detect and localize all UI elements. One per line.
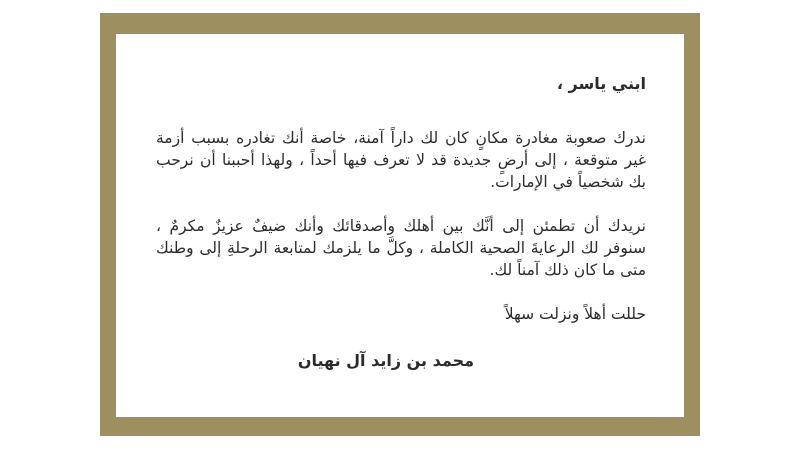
letter-signature: محمد بن زايد آل نهيان [297,351,474,370]
letter-frame [100,13,700,436]
letter-paragraph-1: ندرك صعوبة مغادرة مكانٍ كان لك داراً آمنة، خاصة أنك تغادره بسبب أزمة غير متوقعة ، إلى أرضٍ جديدة قد لا تعرف فيها أحداً ، ولهذا أحببنا أن نرحب بك شخصياً في الإمارات. [156,129,646,191]
letter-closing: حللت أهلاً ونزلت سهلاً [504,305,646,323]
letter-salutation: ابني ياسر ، [556,74,646,93]
letter-paragraph-2: نريدك أن تطمئن إلى أنَّك بين أهلك وأصدقائك وأنك ضيفٌ عزيزٌ مكرمٌ ، سنوفر لك الرعايةَ الصحية الكاملة ، وكلَّ ما يلزمك لمتابعة الرحلةِ إلى وطنك متى ما كان ذلك آمناً لك. [156,217,646,279]
letter-card [116,34,684,417]
